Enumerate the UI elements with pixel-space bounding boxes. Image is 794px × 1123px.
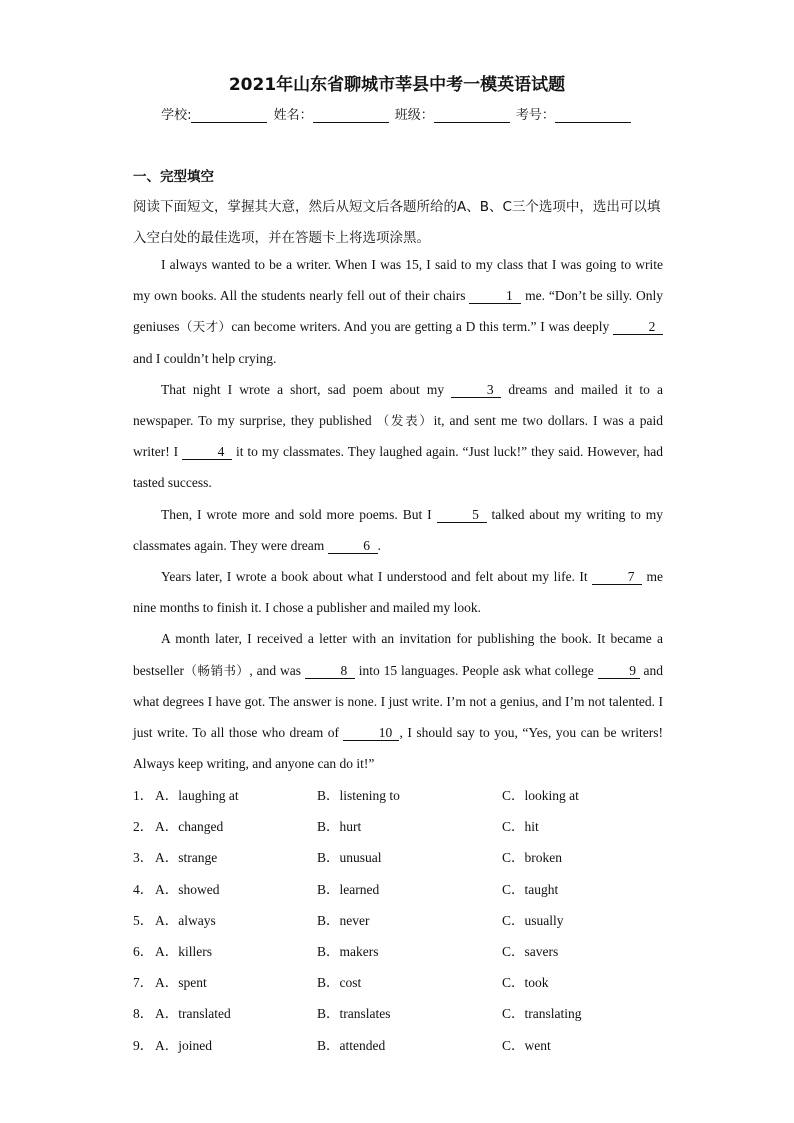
name-label: 姓名： (273, 108, 313, 123)
question-number: 8． (133, 1006, 154, 1022)
text: into 15 languages. People ask what college (354, 662, 598, 678)
question-number: 6． (133, 943, 154, 959)
exam-title: 2021年山东省聊城市莘县中考一模英语试题 (228, 75, 566, 95)
text: and I couldn’t help crying. (133, 350, 277, 366)
option-row (133, 996, 693, 1027)
option-row (133, 840, 693, 871)
option-b[interactable]: B．never (317, 912, 370, 928)
text: dreams and mailed it to a newspaper. To my surprise, they published (133, 381, 663, 429)
text: it to my classmates. They laughed again. “Just luck!” they said. However, had tasted success. (133, 444, 663, 491)
student-info-line (0, 104, 794, 123)
option-row (133, 809, 693, 840)
blank-7: 7 (592, 570, 642, 585)
text: talked about my writing to my classmates again. They were dream (133, 506, 663, 553)
text: , and was (249, 662, 305, 678)
option-a[interactable]: A．showed (155, 881, 220, 897)
question-number: 4． (133, 881, 154, 897)
option-row (133, 965, 693, 996)
option-c[interactable]: C．usually (502, 912, 564, 928)
option-a[interactable]: A．spent (155, 975, 207, 991)
chinese-gloss: （天才） (179, 319, 232, 335)
text: Then, I wrote more and sold more poems. But I (161, 506, 437, 522)
text: and what degrees I have got. The answer is none. I just write. I’m not a genius, and I’m not talented. I just write. To all those who dream of (133, 662, 663, 741)
section-heading: 一、完型填空 (133, 169, 214, 185)
text: Years later, I wrote a book about what I understood and felt about my life. It (161, 569, 593, 585)
question-number: 5． (133, 912, 154, 928)
question-number: 9． (133, 1037, 154, 1053)
section-instructions: 阅读下面短文，掌握其大意，然后从短文后各题所给的A、B、C三个选项中，选出可以填入空白处的最佳选项，并在答题卡上将选项涂黑。 (133, 199, 661, 246)
question-number: 2． (133, 819, 154, 835)
option-row (133, 903, 693, 934)
text: , I should say to you, “Yes, you can be writers! Always keep writing, and anyone can do it!” (133, 725, 663, 772)
blank-9: 9 (598, 664, 640, 679)
cloze-passage (133, 249, 663, 779)
option-c[interactable]: C．hit (502, 819, 539, 835)
paragraph-3 (133, 499, 663, 561)
option-c[interactable]: C．looking at (502, 788, 579, 803)
option-b[interactable]: B．listening to (317, 788, 400, 803)
question-number: 1． (133, 788, 154, 803)
text: A month later, I received a letter with an invitation for publishing the book. It became a bestseller (133, 631, 663, 678)
question-number: 7． (133, 975, 154, 991)
option-c[interactable]: C．savers (502, 943, 559, 959)
answer-options (133, 778, 693, 1059)
chinese-gloss: （畅销书） (183, 662, 250, 678)
paragraph-2 (133, 374, 663, 499)
option-a[interactable]: A．always (155, 912, 216, 928)
blank-1: 1 (469, 289, 521, 304)
blank-4: 4 (182, 445, 232, 460)
option-c[interactable]: C．broken (502, 850, 562, 866)
option-row (133, 934, 693, 965)
option-c[interactable]: C．took (502, 975, 549, 991)
exam-number-label: 考号： (515, 108, 555, 123)
paragraph-4 (133, 561, 663, 623)
paragraph-5 (133, 623, 663, 779)
text: I always wanted to be a writer. When I was 15, I said to my class that I was going to write my own books. All the students nearly fell out of their chairs (133, 257, 663, 304)
blank-5: 5 (437, 508, 487, 523)
option-row (133, 1028, 693, 1059)
option-a[interactable]: A．laughing at (155, 788, 239, 803)
option-c[interactable]: C．taught (502, 881, 559, 897)
paragraph-1 (133, 249, 663, 374)
chinese-gloss: （发表） (376, 413, 434, 429)
option-row (133, 778, 693, 809)
blank-3: 3 (451, 383, 501, 398)
option-b[interactable]: B．translates (317, 1006, 391, 1022)
text: me. “Don’t be silly. Only geniuses (133, 288, 663, 335)
option-b[interactable]: B．unusual (317, 850, 382, 866)
text: me nine months to finish it. I chose a publisher and mailed my look. (133, 569, 663, 616)
question-number: 3． (133, 850, 154, 866)
option-b[interactable]: B．hurt (317, 819, 362, 835)
option-a[interactable]: A．killers (155, 943, 212, 959)
exam-number-blank[interactable] (555, 110, 631, 123)
blank-8: 8 (305, 664, 355, 679)
text: That night I wrote a short, sad poem about my (161, 381, 452, 397)
name-blank[interactable] (313, 110, 389, 123)
blank-2: 2 (613, 320, 663, 335)
text: can become writers. And you are getting a D this term.” I was deeply (231, 319, 613, 335)
option-row (133, 872, 693, 903)
option-b[interactable]: B．attended (317, 1037, 386, 1053)
option-b[interactable]: B．learned (317, 881, 380, 897)
school-label: 学校: (161, 108, 192, 123)
text: . (377, 537, 382, 553)
option-c[interactable]: C．translating (502, 1006, 582, 1022)
blank-10: 10 (343, 726, 399, 741)
class-label: 班级： (394, 108, 434, 123)
option-c[interactable]: C．went (502, 1037, 551, 1053)
text: it, and sent me two dollars. I was a paid writer! I (133, 413, 663, 460)
blank-6: 6 (328, 539, 378, 554)
option-a[interactable]: A．changed (155, 819, 224, 835)
option-a[interactable]: A．joined (155, 1037, 212, 1053)
class-blank[interactable] (434, 110, 510, 123)
option-a[interactable]: A．translated (155, 1006, 231, 1022)
option-a[interactable]: A．strange (155, 850, 218, 866)
option-b[interactable]: B．makers (317, 943, 379, 959)
school-blank[interactable] (191, 110, 267, 123)
option-b[interactable]: B．cost (317, 975, 362, 991)
